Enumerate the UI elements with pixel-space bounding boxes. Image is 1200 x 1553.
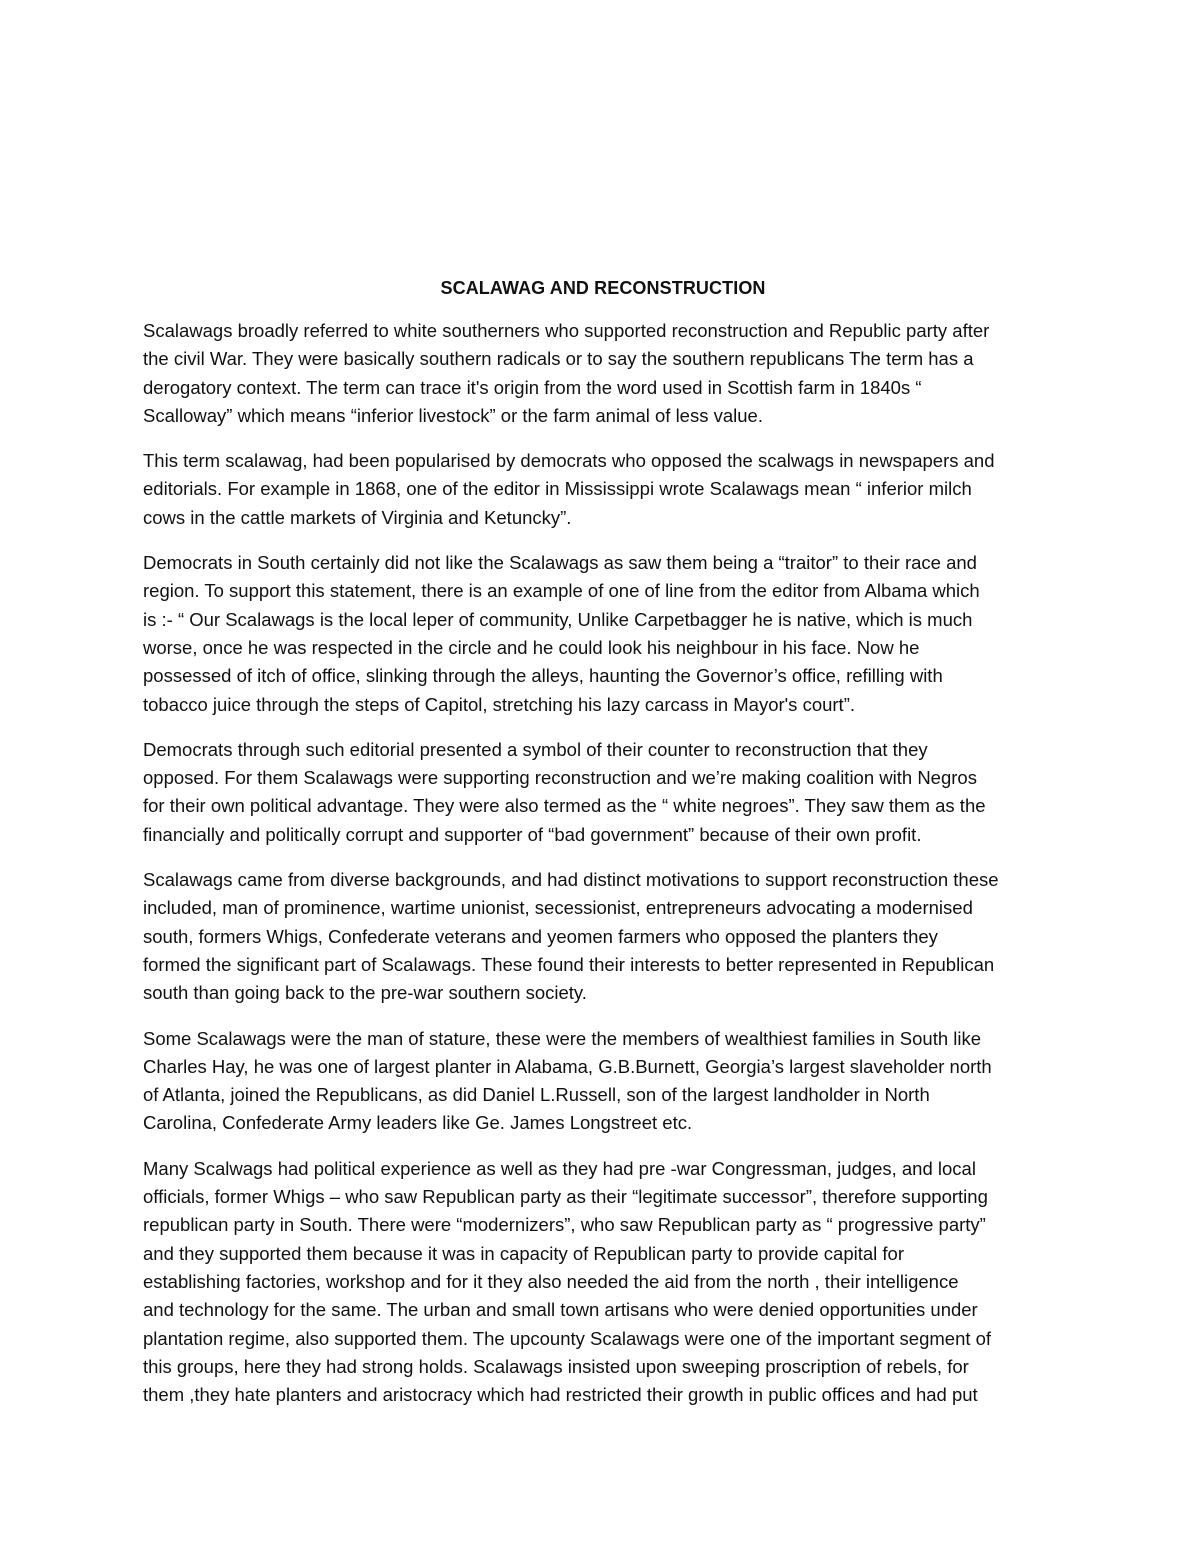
text-line: this groups, here they had strong holds. Scalawags insisted upon sweeping proscription of rebels, for [143,1355,969,1377]
text-line: them ,they hate planters and aristocracy which had restricted their growth in public offices and had put [143,1384,978,1406]
text-line: Some Scalawags were the man of stature, these were the members of wealthiest families in South like [143,1027,982,1049]
text-line: is :- “ Our Scalawags is the local leper of community, Unlike Carpetbagger he is native, which is much [143,608,973,630]
text-line: south, formers Whigs, Confederate veterans and yeomen farmers who opposed the planters they [143,925,938,947]
text-line: included, man of prominence, wartime unionist, secessionist, entrepreneurs advocating a modernised [143,897,973,919]
text-line: This term scalawag, had been popularised by democrats who opposed the scalwags in newspapers and [143,450,995,472]
paragraph [143,447,1063,532]
document-body [143,275,1063,1426]
text-line: Scalloway” which means “inferior livestock” or the farm animal of less value. [143,404,763,426]
text-line: Many Scalwags had political experience as well as they had pre -war Congressman, judges, and local [143,1157,976,1179]
text-line: south than going back to the pre-war southern society. [143,982,587,1004]
text-line: of Atlanta, joined the Republicans, as did Daniel L.Russell, son of the largest landholder in North [143,1084,930,1106]
text-line: financially and politically corrupt and supporter of “bad government” because of their own profit. [143,823,922,845]
paragraph [143,317,1063,430]
text-line: editorials. For example in 1868, one of the editor in Mississippi wrote Scalawags mean “ inferior milch [143,478,972,500]
document-title: SCALAWAG AND RECONSTRUCTION [440,278,766,298]
text-line: plantation regime, also supported them. The upcounty Scalawags were one of the important segment of [143,1327,992,1349]
text-line: Democrats through such editorial presented a symbol of their counter to reconstruction that they [143,738,928,760]
text-line: republican party in South. There were “modernizers”, who saw Republican party as “ progressive party” [143,1214,986,1236]
text-line: and they supported them because it was in capacity of Republican party to provide capital for [143,1242,904,1264]
text-line: officials, former Whigs – who saw Republican party as their “legitimate successor”, therefore supporting [143,1186,988,1208]
text-line: tobacco juice through the steps of Capitol, stretching his lazy carcass in Mayor's court”. [143,693,855,715]
paragraph [143,866,1063,1007]
text-line: for their own political advantage. They were also termed as the “ white negroes”. They saw them as the [143,795,986,817]
text-line: cows in the cattle markets of Virginia and Ketuncky”. [143,506,572,528]
text-line: Democrats in South certainly did not like the Scalawags as saw them being a “traitor” to their race and [143,552,977,574]
text-line: derogatory context. The term can trace it's origin from the word used in Scottish farm in 1840s “ [143,376,922,398]
text-line: Scalawags broadly referred to white southerners who supported reconstruction and Republic party after [143,320,990,341]
text-line: worse, once he was respected in the circle and he could look his neighbour in his face. Now he [143,636,920,658]
text-line: region. To support this statement, there is an example of one of line from the editor from Albama which [143,580,980,602]
text-line: possessed of itch of office, slinking through the alleys, haunting the Governor’s office, refilling with [143,665,943,687]
text-line: establishing factories, workshop and for it they also needed the aid from the north , their intelligence [143,1270,959,1292]
paragraph [143,1155,1063,1410]
text-line: the civil War. They were basically southern radicals or to say the southern republicans The term has a [143,348,974,370]
paragraph [143,1025,1063,1138]
paragraph [143,549,1063,719]
text-line: Scalawags came from diverse backgrounds, and had distinct motivations to support reconstruction these [143,869,999,891]
text-line: Charles Hay, he was one of largest planter in Alabama, G.B.Burnett, Georgia’s largest slaveholder north [143,1055,992,1077]
text-line: and technology for the same. The urban and small town artisans who were denied opportunities under [143,1299,978,1321]
text-line: opposed. For them Scalawags were supporting reconstruction and we’re making coalition with Negros [143,767,977,789]
paragraph-list [143,317,1063,1409]
text-line: formed the significant part of Scalawags. These found their interests to better represented in Republican [143,953,995,975]
paragraph [143,736,1063,849]
text-line: Carolina, Confederate Army leaders like Ge. James Longstreet etc. [143,1112,693,1134]
